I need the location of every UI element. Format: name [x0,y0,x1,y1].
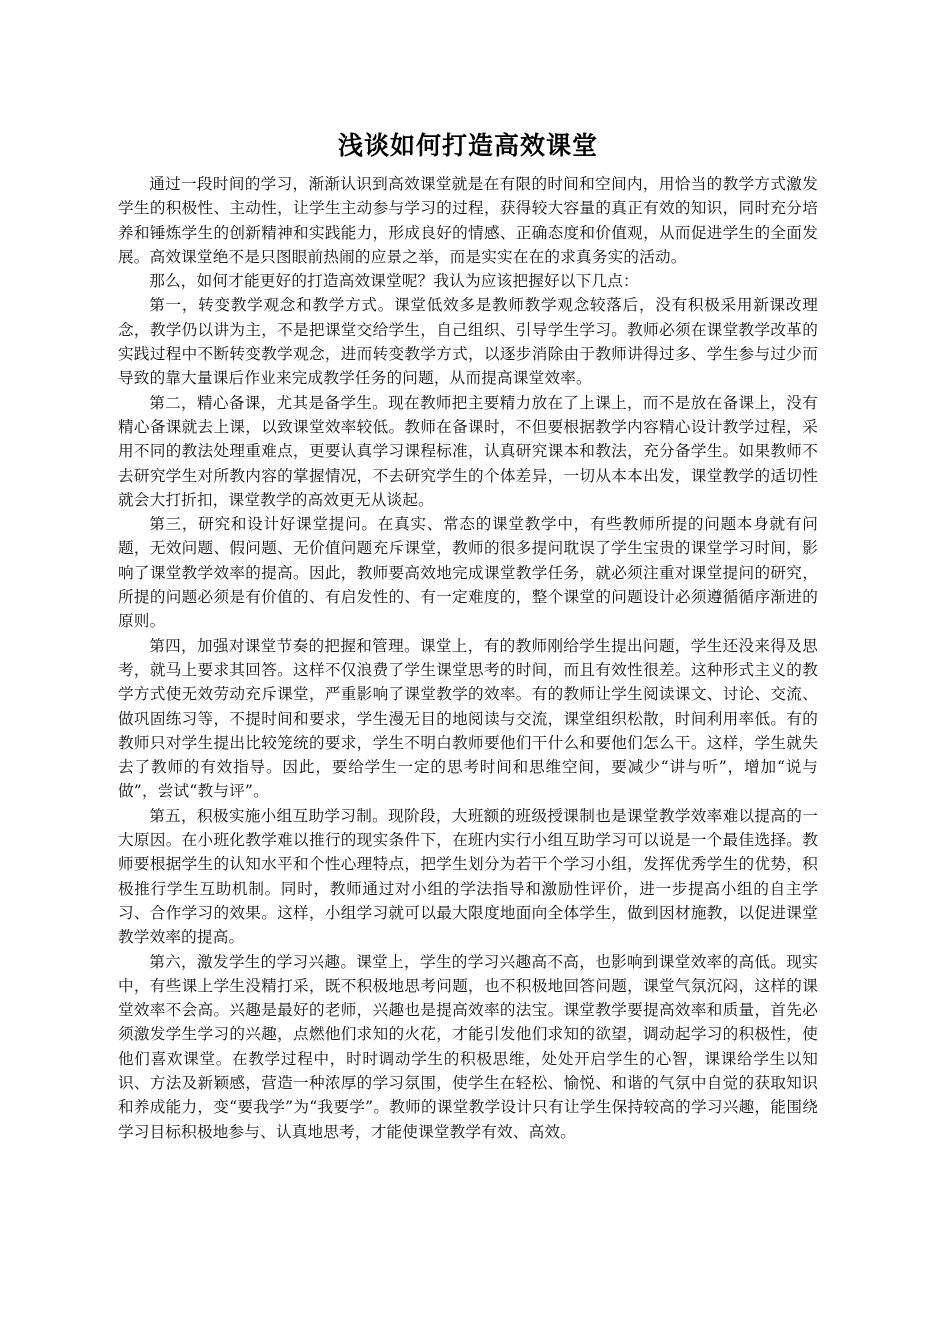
paragraph-point-6: 第六，激发学生的学习兴趣。课堂上，学生的学习兴趣高不高，也影响到课堂效率的高低。现实中，有些课上学生没精打采，既不积极地思考问题，也不积极地回答问题，课堂气氛沉闷，这样的课堂效率不会高。兴趣是最好的老师，兴趣也是提高效率的法宝。课堂教学要提高效率和质量，首先必须激发学生学习的兴趣，点燃他们求知的火花，才能引发他们求知的欲望，调动起学习的积极性，使他们喜欢课堂。在教学过程中，时时调动学生的积极思维，处处开启学生的心智，课课给学生以知识、方法及新颖感，营造一种浓厚的学习氛围，使学生在轻松、愉悦、和谐的气氛中自觉的获取知识和养成能力，变“要我学”为“我要学”。教师的课堂教学设计只有让学生保持较高的学习兴趣，能围绕学习目标积极地参与、认真地思考，才能使课堂教学有效、高效。 [118,952,818,1141]
paragraph-point-2: 第二，精心备课，尤其是备学生。现在教师把主要精力放在了上课上，而不是放在备课上，没有精心备课就去上课，以致课堂效率较低。教师在备课时，不但要根据教学内容精心设计教学过程，采用不同的教法处理重难点，更要认真学习课程标准，认真研究课本和教法，充分备学生。如果教师不去研究学生对所教内容的掌握情况，不去研究学生的个体差异，一切从本本出发，课堂教学的适切性就会大打折扣，课堂教学的高效更无从谈起。 [118,393,818,509]
paragraph-question: 那么，如何才能更好的打造高效课堂呢？我认为应该把握好以下几点： [149,272,639,291]
paragraph-point-4: 第四，加强对课堂节奏的把握和管理。课堂上，有的教师刚给学生提出问题，学生还没来得及思考，就马上要求其回答。这样不仅浪费了学生课堂思考的时间，而且有效性很差。这种形式主义的教学方式使无效劳动充斥课堂，严重影响了课堂教学的效率。有的教师让学生阅读课文、讨论、交流、做巩固练习等，不提时间和要求，学生漫无目的地阅读与交流，课堂组织松散，时间利用率低。有的教师只对学生提出比较笼统的要求，学生不明白教师要他们干什么和要他们怎么干。这样，学生就失去了教师的有效指导。因此，要给学生一定的思考时间和思维空间，要减少“讲与听”，增加“说与做”，尝试“教与评”。 [118,636,818,801]
paragraph-point-1: 第一，转变教学观念和教学方式。课堂低效多是教师教学观念较落后，没有积极采用新课改理念，教学仍以讲为主，不是把课堂交给学生，自己组织、引导学生学习。教师必须在课堂教学改革的实践过程中不断转变教学观念，进而转变教学方式，以逐步消除由于教师讲得过多、学生参与过少而导致的靠大量课后作业来完成教学任务的问题，从而提高课堂效率。 [118,296,818,388]
paragraph-point-3: 第三，研究和设计好课堂提问。在真实、常态的课堂教学中，有些教师所提的问题本身就有问题，无效问题、假问题、无价值问题充斥课堂，教师的很多提问耽误了学生宝贵的课堂学习时间，影响了课堂教学效率的提高。因此，教师要高效地完成课堂教学任务，就必须注重对课堂提问的研究，所提的问题必须是有价值的、有启发性的、有一定难度的，整个课堂的问题设计必须遵循循序渐进的原则。 [118,515,818,631]
paragraph-point-5: 第五，积极实施小组互助学习制。现阶段，大班额的班级授课制也是课堂教学效率难以提高的一大原因。在小班化教学难以推行的现实条件下，在班内实行小组互助学习可以说是一个最佳选择。教师要根据学生的认知水平和个性心理特点，把学生划分为若干个学习小组，发挥优秀学生的优势，积极推行学生互助机制。同时，教师通过对小组的学法指导和激励性评价，进一步提高小组的自主学习、合作学习的效果。这样，小组学习就可以最大限度地面向全体学生，做到因材施教，以促进课堂教学效率的提高。 [118,806,818,947]
document-page [118,128,818,1144]
document-title: 浅谈如何打造高效课堂 [337,131,598,160]
paragraph-intro: 通过一段时间的学习，渐渐认识到高效课堂就是在有限的时间和空间内，用恰当的教学方式激发学生的积极性、主动性，让学生主动参与学习的过程，获得较大容量的真正有效的知识，同时充分培养和锤炼学生的创新精神和实践能力，形成良好的情感、正确态度和价值观，从而促进学生的全面发展。高效课堂绝不是只图眼前热闹的应景之举，而是实实在在的求真务实的活动。 [118,175,818,266]
